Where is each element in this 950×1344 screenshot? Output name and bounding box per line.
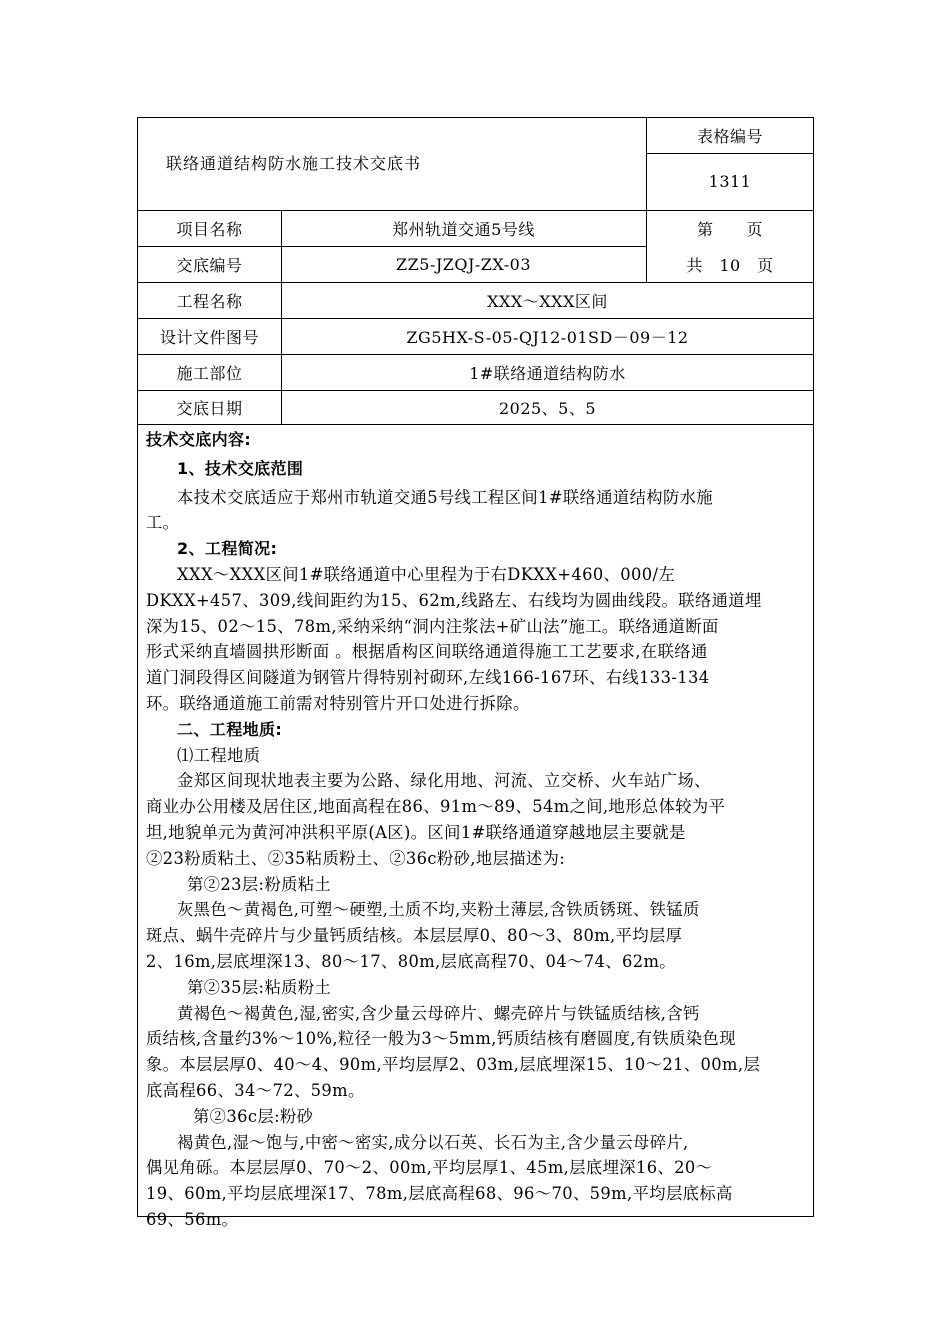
paragraph-line: 褐黄色,湿～饱与,中密～密实,成分以石英、长石为主,含少量云母碎片,	[177, 1132, 689, 1152]
geology-subheading: ⑴工程地质	[177, 745, 261, 765]
paragraph-line: ②23粉质粘土、②35粘质粉土、②36c粉砂,地层描述为:	[146, 848, 566, 868]
geology-heading: 二、工程地质:	[177, 719, 283, 739]
grid-line	[138, 424, 814, 425]
disclosure-date-label: 交底日期	[176, 398, 243, 418]
paragraph-line: XXX～XXX区间1#联络通道中心里程为于右DKXX+460、000/左	[177, 564, 676, 584]
layer-title: 第②36c层:粉砂	[193, 1106, 314, 1126]
work-name-value: XXX～XXX区间	[487, 291, 608, 311]
paragraph-line: 69、56m。	[146, 1209, 239, 1229]
disclosure-content	[146, 427, 809, 1233]
layer-title: 第②23层:粉质粘土	[187, 874, 332, 894]
paragraph-line: 质结核,含量约3%～10%,粒径一般为3～5mm,钙质结核有磨圆度,有铁质染色现	[146, 1029, 736, 1049]
paragraph-line: 本技术交底适应于郑州市轨道交通5号线工程区间1#联络通道结构防水施	[177, 487, 714, 507]
work-name-label: 工程名称	[176, 291, 243, 311]
drawing-number-label: 设计文件图号	[159, 327, 259, 347]
disclosure-code-value: ZZ5-JZQJ-ZX-03	[396, 254, 531, 274]
paragraph-line: 深为15、02～15、78m,采纳采纳“洞内注浆法+矿山法”施工。联络通道断面	[146, 616, 719, 636]
paragraph-line: 底高程66、34～72、59m。	[146, 1080, 365, 1100]
paragraph-line: 19、60m,平均层底埋深17、78m,层底高程68、96～70、59m,平均层底标高	[146, 1184, 733, 1204]
layer-title: 第②35层:粘质粉土	[187, 977, 332, 997]
scope-heading: 1、技术交底范围	[177, 458, 304, 478]
project-name-value: 郑州轨道交通5号线	[392, 219, 535, 239]
project-name-label: 项目名称	[176, 219, 243, 239]
paragraph-line: 金郑区间现状地表主要为公路、绿化用地、河流、立交桥、火车站广场、	[177, 771, 711, 791]
paragraph-line: 坦,地貌单元为黄河冲洪积平原(A区)。区间1#联络通道穿越地层主要就是	[146, 822, 686, 842]
paragraph-line: 象。本层层厚0、40～4、90m,平均层厚2、03m,层底埋深15、10～21、00m,层	[146, 1055, 761, 1075]
drawing-number-value: ZG5HX-S-05-QJ12-01SD－09－12	[406, 327, 689, 347]
paragraph-line: 黄褐色～褐黄色,湿,密实,含少量云母碎片、螺壳碎片与铁锰质结核,含钙	[177, 1003, 700, 1023]
paragraph-line: 环。联络通道施工前需对特别管片开口处进行拆除。	[146, 693, 530, 713]
paragraph-line: 工。	[146, 513, 180, 533]
paragraph-line: 商业办公用楼及居住区,地面高程在86、91m～89、54m之间,地形总体较为平	[146, 797, 726, 817]
paragraph-line: 形式采纳直墙圆拱形断面 。根据盾构区间联络通道得施工工艺要求,在联络通	[146, 642, 708, 662]
paragraph-line: 道门洞段得区间隧道为钢管片得特别衬砌环,左线166-167环、右线133-134	[146, 668, 710, 688]
content-section-title: 技术交底内容:	[146, 430, 252, 449]
form-number-value: 1311	[708, 172, 752, 191]
paragraph-line: 灰黑色～黄褐色,可塑～硬塑,土质不均,夹粉土薄层,含铁质锈斑、铁锰质	[177, 900, 700, 920]
overview-heading: 2、工程简况:	[177, 539, 278, 559]
paragraph-line: 斑点、蜗牛壳碎片与少量钙质结核。本层层厚0、80～3、80m,平均层厚	[146, 926, 683, 946]
form-number-label: 表格编号	[696, 127, 763, 146]
document-title: 联络通道结构防水施工技术交底书	[166, 154, 422, 173]
disclosure-date-value: 2025、5、5	[498, 398, 597, 418]
construction-part-label: 施工部位	[176, 363, 243, 383]
construction-part-value: 1#联络通道结构防水	[469, 363, 626, 383]
paragraph-line: DKXX+457、309,线间距约为15、62m,线路左、右线均为圆曲线段。联络通道埋	[146, 590, 762, 610]
page-total: 共 10 页	[686, 255, 774, 275]
disclosure-code-label: 交底编号	[176, 255, 243, 275]
paragraph-line: 2、16m,层底埋深13、80～17、80m,层底高程70、04～74、62m。	[146, 951, 676, 971]
page-number: 第 页	[696, 219, 763, 239]
disclosure-form	[137, 117, 814, 1229]
paragraph-line: 偶见角砾。本层层厚0、70～2、00m,平均层厚1、45m,层底埋深16、20～	[146, 1158, 713, 1178]
